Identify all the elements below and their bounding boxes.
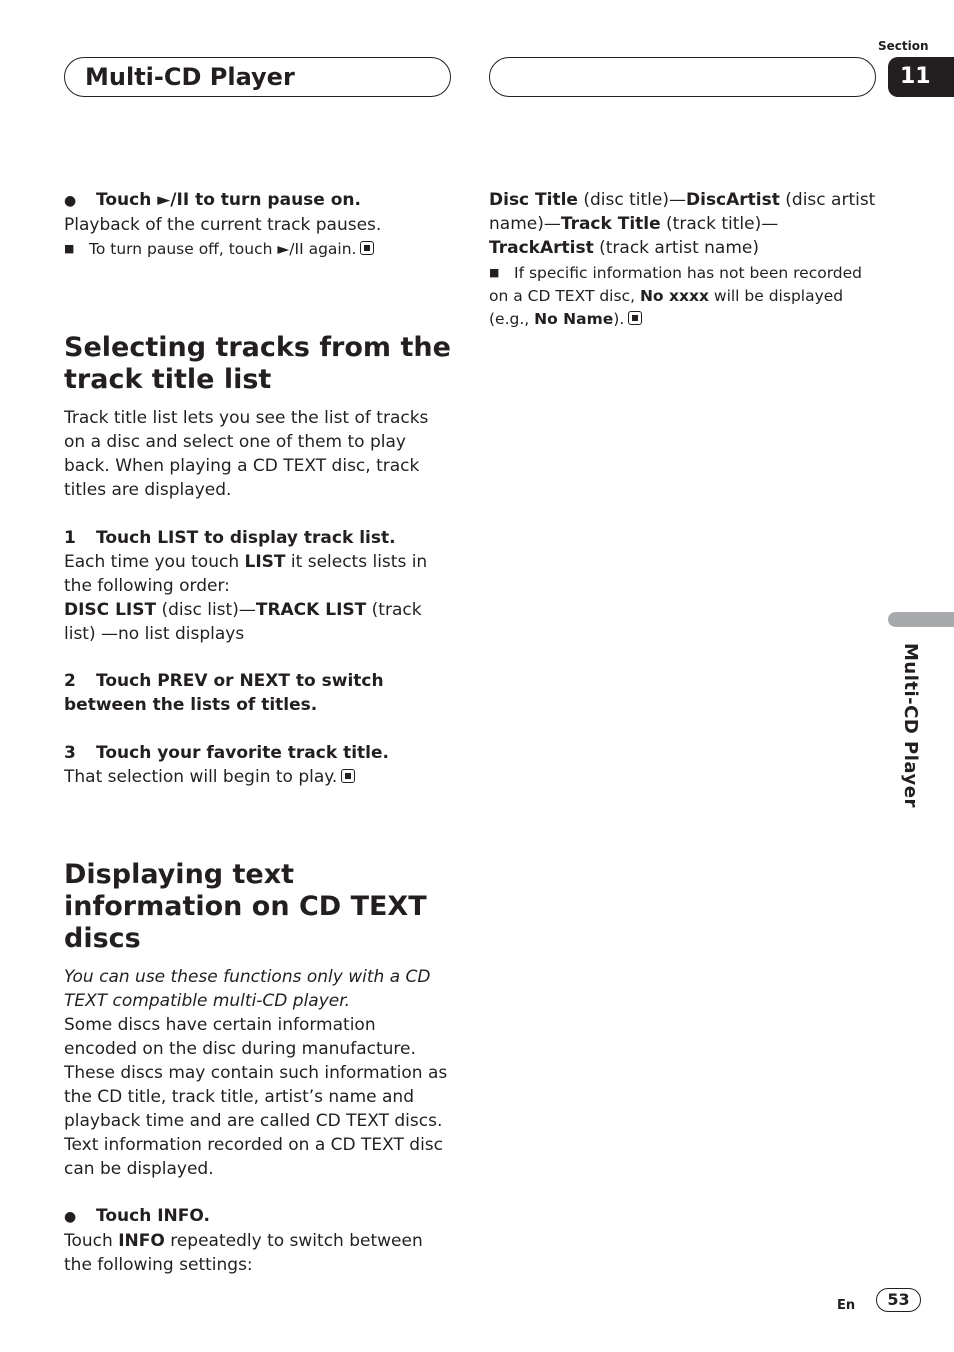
cd-text-body: Some discs have certain information encoded on the disc during manufacture. These discs may contain such information as the CD title, track title, artist’s name and playback time and are called CD TEXT discs. Text information recorded on a CD TEXT disc can be displayed. — [64, 1015, 448, 1179]
pause-step: ●Touch ►/II to turn pause on. — [64, 188, 454, 213]
info-body: Touch INFO repeatedly to switch between the following settings: — [64, 1231, 423, 1275]
section-heading-cd-text: Displaying text information on CD TEXT discs — [64, 859, 427, 954]
section-number-tab: 11 — [888, 57, 954, 97]
left-column — [64, 186, 454, 1277]
bullet-icon — [64, 1204, 96, 1229]
no-info-note: ■ If specific information has not been recorded on a CD TEXT disc, No xxxx will be displayed (e.g., No Name). — [489, 261, 879, 331]
right-column — [489, 186, 879, 331]
side-tab-marker — [888, 612, 954, 627]
pause-body: Playback of the current track pauses. — [64, 215, 382, 235]
end-mark-icon — [341, 769, 355, 783]
page-header-title: Multi-CD Player — [85, 63, 295, 91]
track-list-intro: Track title list lets you see the list of tracks on a disc and select one of them to play back. When playing a CD TEXT disc, track titles are displayed. — [64, 408, 429, 500]
section-heading-track-list: Selecting tracks from the track title list — [64, 332, 451, 395]
header-right-frame — [489, 57, 876, 97]
bullet-icon — [64, 188, 96, 213]
step-1: 1 Touch LIST to display track list. — [64, 528, 396, 548]
end-mark-icon — [628, 311, 642, 325]
step-1-list-order: DISC LIST (disc list)—TRACK LIST (track list) —no list displays — [64, 600, 422, 644]
page-number: 53 — [876, 1288, 921, 1312]
step-3-body: That selection will begin to play. — [64, 765, 454, 789]
step-3: 3 Touch your favorite track title. — [64, 743, 389, 763]
header-title-frame — [64, 57, 451, 97]
language-label: En — [837, 1298, 856, 1313]
info-step: ●Touch INFO. — [64, 1204, 454, 1229]
step-2: 2 Touch PREV or NEXT to switch between the lists of titles. — [64, 671, 384, 715]
square-bullet-icon: ■ — [489, 266, 500, 279]
step-1-body: Each time you touch LIST it selects lists in the following order: — [64, 552, 428, 596]
pause-note: ■ To turn pause off, touch ►/II again. — [64, 237, 454, 261]
section-label: Section — [878, 39, 929, 53]
info-settings-order: Disc Title (disc title)—DiscArtist (disc artist name)—Track Title (track title)—TrackArtist (track artist name) — [489, 190, 876, 258]
end-mark-icon — [360, 241, 374, 255]
square-bullet-icon: ■ — [64, 242, 75, 255]
cd-text-requirement: You can use these functions only with a CD TEXT compatible multi-CD player. — [64, 967, 431, 1011]
side-chapter-label: Multi-CD Player — [900, 643, 921, 808]
